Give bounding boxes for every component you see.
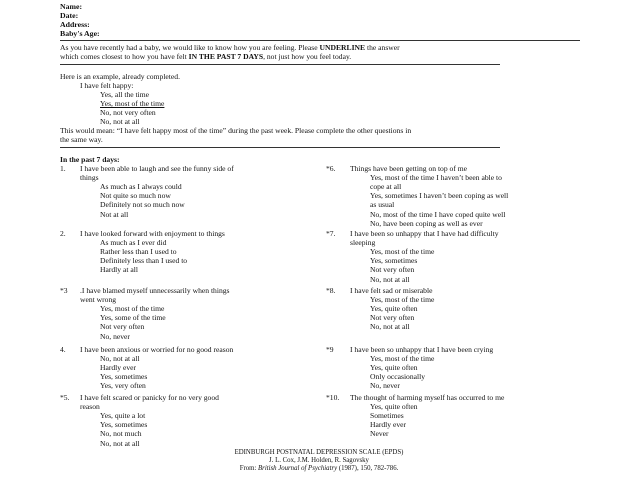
question-number: *6. bbox=[326, 164, 336, 173]
question-stem: Things have been getting on top of me bbox=[350, 164, 468, 173]
answer-option[interactable]: Definitely not so much now bbox=[100, 200, 185, 210]
question-stem: .I have blamed myself unnecessarily when things bbox=[80, 286, 230, 295]
example-option-selected: Yes, most of the time bbox=[100, 99, 165, 108]
instructions-divider bbox=[60, 64, 500, 65]
answer-option[interactable]: No, not much bbox=[100, 429, 142, 439]
footer-source bbox=[0, 465, 638, 473]
answer-option[interactable]: No, not at all bbox=[100, 354, 140, 364]
answer-option[interactable]: Not quite so much now bbox=[100, 191, 171, 201]
answer-option[interactable]: Yes, quite a lot bbox=[100, 411, 146, 421]
question-number: *8. bbox=[326, 286, 336, 295]
example-stem: I have felt happy: bbox=[80, 81, 134, 90]
question-number: 1. bbox=[60, 164, 66, 173]
example-option: No, not at all bbox=[100, 117, 140, 126]
address-label: Address: bbox=[60, 20, 90, 29]
answer-option[interactable]: Yes, some of the time bbox=[100, 313, 166, 323]
question-number: *7. bbox=[326, 229, 336, 238]
header-divider bbox=[60, 40, 580, 41]
date-label: Date: bbox=[60, 11, 79, 20]
example-option: No, not very often bbox=[100, 108, 156, 117]
answer-option[interactable]: cope at all bbox=[370, 182, 402, 192]
answer-option[interactable]: Not very often bbox=[370, 265, 415, 275]
footer-authors: J. L. Cox, J.M. Holden, R. Sagovsky bbox=[269, 457, 369, 464]
answer-option[interactable]: No, not at all bbox=[370, 322, 410, 332]
answer-option[interactable]: No, never bbox=[100, 331, 130, 341]
answer-option[interactable]: Not at all bbox=[100, 209, 129, 219]
instructions-text: , not just how you feel today. bbox=[263, 52, 352, 61]
baby-age-label: Baby's Age: bbox=[60, 29, 100, 38]
answer-option[interactable]: No, have been coping as well as ever bbox=[370, 218, 483, 228]
question-number: *5. bbox=[60, 393, 70, 402]
instructions-line-2 bbox=[60, 52, 351, 61]
answer-option[interactable]: Rather less than I used to bbox=[100, 247, 177, 257]
answer-option[interactable]: Hardly ever bbox=[100, 363, 137, 373]
answer-option[interactable]: Yes, very often bbox=[100, 381, 146, 391]
instructions-emphasis: IN THE PAST 7 DAYS bbox=[188, 52, 264, 61]
section-title: In the past 7 days: bbox=[60, 155, 120, 164]
instructions-text: the answer bbox=[365, 43, 400, 52]
footer-source-suffix: (1987), 150, 782-786. bbox=[337, 465, 399, 472]
question-number: *9 bbox=[326, 345, 334, 354]
answer-option[interactable]: Yes, most of the time bbox=[370, 247, 435, 257]
answer-option[interactable]: Hardly ever bbox=[370, 420, 407, 430]
footer-title: EDINBURGH POSTNATAL DEPRESSION SCALE (EPDS) bbox=[234, 449, 404, 456]
footer-source-prefix: From: bbox=[239, 465, 259, 472]
question-stem: I have felt sad or miserable bbox=[350, 286, 433, 295]
instructions-text: As you have recently had a baby, we would like to know how you are feeling. Please bbox=[60, 43, 320, 52]
answer-option[interactable]: Yes, most of the time I haven’t been able to bbox=[370, 173, 502, 183]
question-stem: I have been anxious or worried for no good reason bbox=[80, 345, 234, 354]
answer-option[interactable]: Yes, most of the time bbox=[100, 304, 165, 314]
answer-option[interactable]: Definitely less than I used to bbox=[100, 256, 188, 266]
question-stem: I have felt scared or panicky for no very good bbox=[80, 393, 219, 402]
answer-option[interactable]: Not very often bbox=[370, 313, 415, 323]
question-stem: I have been so unhappy that I have been crying bbox=[350, 345, 494, 354]
question-stem: I have been so unhappy that I have had difficulty bbox=[350, 229, 499, 238]
example-option: Yes, all the time bbox=[100, 90, 150, 99]
answer-option[interactable]: No, not at all bbox=[370, 274, 410, 284]
answer-option[interactable]: Not very often bbox=[100, 322, 145, 332]
question-stem: sleeping bbox=[350, 238, 376, 248]
answer-option[interactable]: as usual bbox=[370, 200, 395, 210]
example-meaning-line-2: the same way. bbox=[60, 135, 103, 144]
question-stem: I have looked forward with enjoyment to things bbox=[80, 229, 225, 238]
answer-option[interactable]: Only occasionally bbox=[370, 372, 426, 382]
answer-option[interactable]: Yes, quite often bbox=[370, 304, 418, 314]
instructions-line-1 bbox=[60, 43, 400, 52]
question-stem: reason bbox=[80, 402, 100, 412]
instructions-text: which comes closest to how you have felt bbox=[60, 52, 189, 61]
example-divider bbox=[60, 147, 500, 148]
example-meaning-line-1: This would mean: “I have felt happy most of the time” during the past week. Please complete the other questions in bbox=[60, 126, 412, 135]
question-stem: The thought of harming myself has occurred to me bbox=[350, 393, 505, 402]
question-stem: went wrong bbox=[80, 295, 117, 305]
answer-option[interactable]: No, most of the time I have coped quite well bbox=[370, 209, 506, 219]
footer-source-journal: British Journal of Psychiatry bbox=[258, 465, 338, 472]
question-stem: things bbox=[80, 173, 99, 183]
question-number: 2. bbox=[60, 229, 66, 238]
answer-option[interactable]: Hardly at all bbox=[100, 265, 138, 275]
answer-option[interactable]: Yes, sometimes bbox=[100, 420, 148, 430]
answer-option[interactable]: Yes, sometimes bbox=[100, 372, 148, 382]
answer-option[interactable]: Never bbox=[370, 429, 389, 439]
answer-option[interactable]: Yes, sometimes bbox=[370, 256, 418, 266]
question-number: *10. bbox=[326, 393, 340, 402]
answer-option[interactable]: Yes, most of the time bbox=[370, 295, 435, 305]
question-number: *3 bbox=[60, 286, 68, 295]
question-number: 4. bbox=[60, 345, 66, 354]
answer-option[interactable]: Yes, most of the time bbox=[370, 354, 435, 364]
answer-option[interactable]: As much as I always could bbox=[100, 182, 182, 192]
question-stem: I have been able to laugh and see the funny side of bbox=[80, 164, 234, 173]
answer-option[interactable]: Yes, sometimes I haven’t been coping as well bbox=[370, 191, 509, 201]
example-intro: Here is an example, already completed. bbox=[60, 72, 180, 81]
instructions-emphasis: UNDERLINE bbox=[319, 43, 366, 52]
answer-option[interactable]: No, never bbox=[370, 381, 400, 391]
answer-option[interactable]: Yes, quite often bbox=[370, 363, 418, 373]
answer-option[interactable]: No, not at all bbox=[100, 438, 140, 448]
answer-option[interactable]: Yes, quite often bbox=[370, 402, 418, 412]
name-label: Name: bbox=[60, 2, 83, 11]
answer-option[interactable]: As much as I ever did bbox=[100, 238, 167, 248]
answer-option[interactable]: Sometimes bbox=[370, 411, 404, 421]
